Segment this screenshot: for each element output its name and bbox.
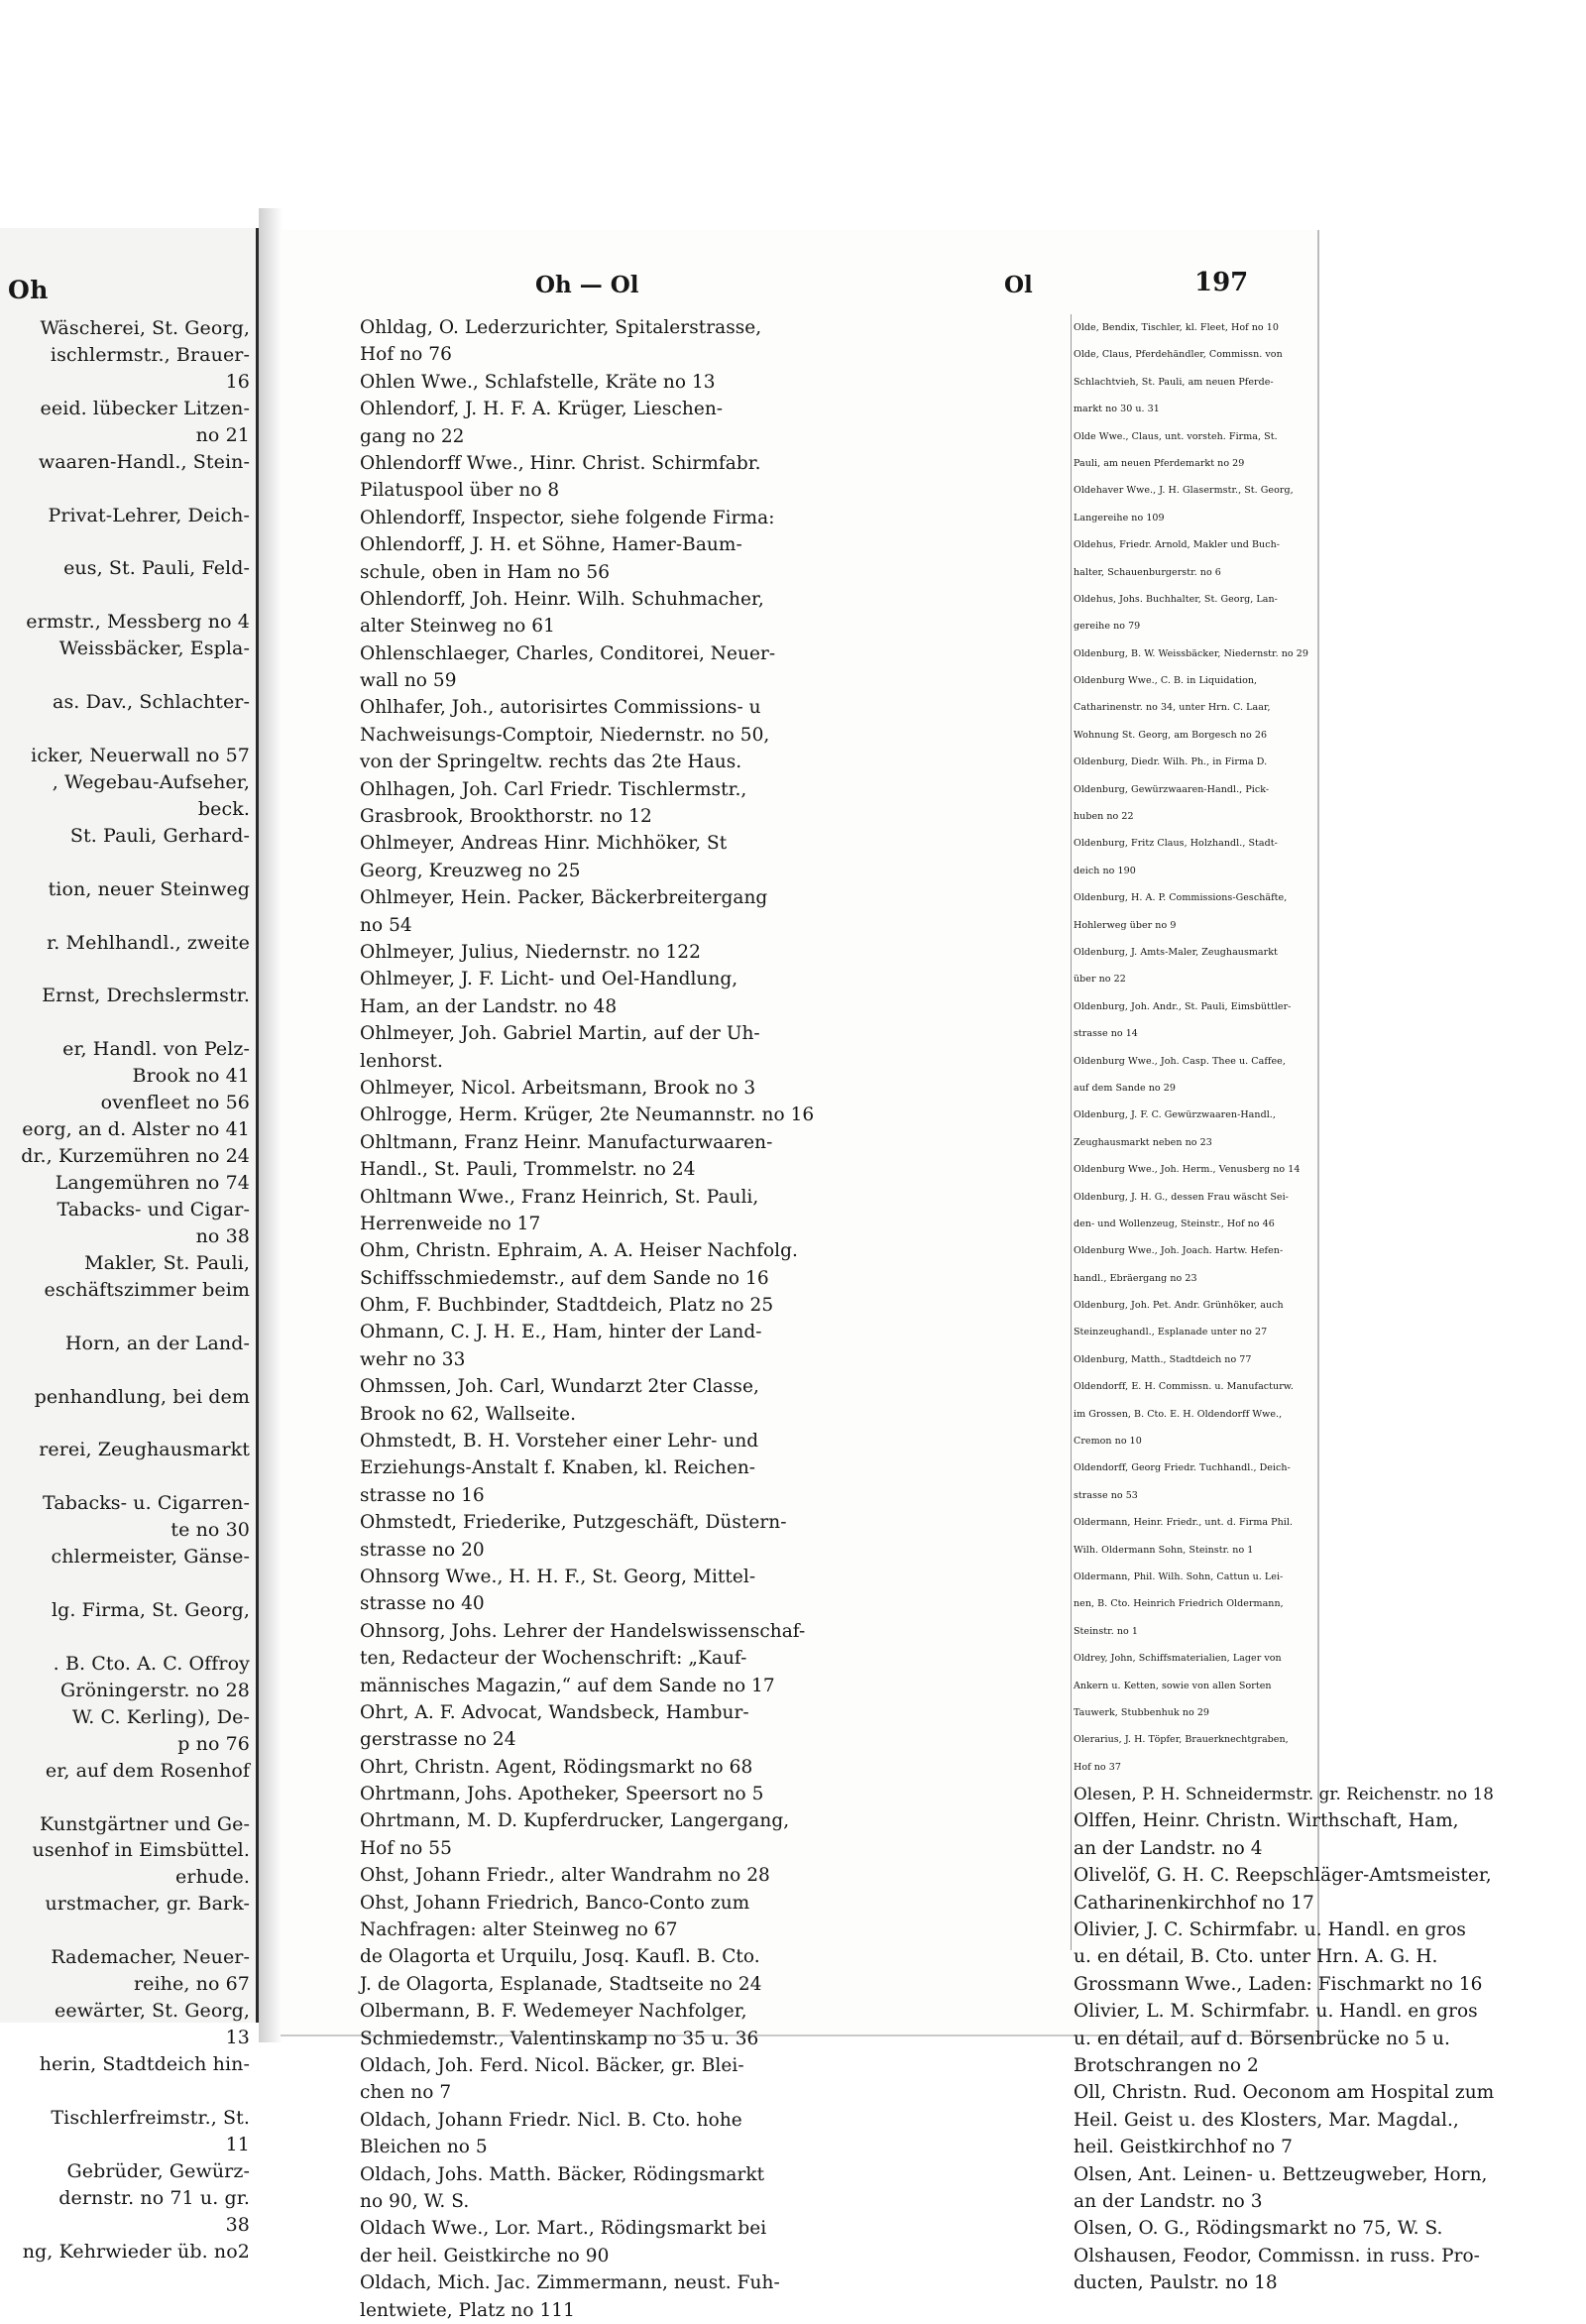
directory-line: männisches Magazin,“ auf dem Sande no 17 (360, 1675, 775, 1696)
directory-line: u. en détail, B. Cto. unter Hrn. A. G. H. (1074, 1946, 1438, 1968)
directory-line (0, 1570, 256, 1597)
directory-line: Steinstr. no 1 (1074, 1625, 1138, 1637)
directory-line (0, 1009, 256, 1036)
directory-line: Ohmssen, Joh. Carl, Wundarzt 2ter Classe, (360, 1376, 759, 1398)
header-left: Oh — Ol (535, 272, 639, 298)
directory-line: Oldenburg, J. H. G., dessen Frau wäscht Sei- (1074, 1191, 1289, 1203)
directory-line: eeid. lübecker Litzen- (40, 397, 250, 419)
directory-line (0, 716, 256, 743)
directory-line: usenhof in Eimsbüttel. (32, 1839, 250, 1862)
directory-line: Hof no 55 (360, 1837, 452, 1859)
header-right: Ol (1004, 272, 1033, 298)
directory-line (0, 476, 256, 503)
directory-line (0, 582, 256, 609)
directory-line: Heil. Geist u. des Klosters, Mar. Magdal., (1074, 2109, 1459, 2131)
directory-line: Nachfragen: alter Steinweg no 67 (360, 1919, 678, 1941)
directory-line: gang no 22 (360, 425, 465, 447)
directory-line: Langemühren no 74 (55, 1172, 250, 1194)
directory-line: gereihe no 79 (1074, 621, 1141, 633)
directory-line (0, 662, 256, 689)
directory-line: eorg, an d. Alster no 41 (22, 1118, 250, 1141)
directory-line: Ohlendorff, Joh. Heinr. Wilh. Schuhmacher, (360, 588, 764, 610)
directory-line: Oldehus, Johs. Buchhalter, St. Georg, Lan- (1074, 593, 1278, 605)
directory-line: er, auf dem Rosenhof (45, 1759, 250, 1782)
directory-line: ten, Redacteur der Wochenschrift: „Kauf- (360, 1648, 747, 1670)
previous-page-fragment (0, 228, 259, 2263)
directory-line: Oldermann, Phil. Wilh. Sohn, Cattun u. Lei- (1074, 1570, 1284, 1582)
directory-line: ermstr., Messberg no 4 (26, 611, 250, 634)
directory-line: Ohlmeyer, J. F. Licht- und Oel-Handlung, (360, 969, 738, 990)
directory-line: Oldenburg, J. Amts-Maler, Zeughausmarkt (1074, 946, 1278, 958)
directory-line: penhandlung, bei dem (34, 1385, 250, 1408)
directory-line: huben no 22 (1074, 811, 1134, 823)
directory-line: Brook no 62, Wallseite. (360, 1403, 577, 1425)
running-header (281, 268, 1317, 307)
directory-line: im Grossen, B. Cto. E. H. Oldendorff Wwe., (1074, 1408, 1283, 1420)
directory-line: Olde, Bendix, Tischler, kl. Fleet, Hof no 10 (1074, 322, 1279, 333)
directory-line: waaren-Handl., Stein- (38, 450, 250, 473)
directory-line: Oldenburg, Joh. Pet. Andr. Grünhöker, auch (1074, 1300, 1284, 1312)
directory-line: Schmiedemstr., Valentinskamp no 35 u. 36 (360, 2028, 759, 2049)
directory-line: Catharinenstr. no 34, unter Hrn. C. Laar, (1074, 702, 1271, 714)
directory-line: Ohmstedt, Friederike, Putzgeschäft, Düstern- (360, 1512, 787, 1534)
directory-line (0, 903, 256, 930)
directory-line: 16 (225, 370, 250, 393)
directory-line: reihe, no 67 (133, 1973, 250, 1996)
directory-line: Bleichen no 5 (360, 2137, 488, 2158)
directory-line: no 90, W. S. (360, 2190, 470, 2212)
directory-line (0, 2078, 256, 2105)
directory-line: Ohlendorff Wwe., Hinr. Christ. Schirmfabr. (360, 452, 761, 474)
directory-line: St. Pauli, Gerhard- (69, 824, 250, 847)
directory-line: Ohlendorff, Inspector, siehe folgende Firma: (360, 507, 775, 528)
directory-line: Ohm, F. Buchbinder, Stadtdeich, Platz no 25 (360, 1295, 774, 1317)
directory-line: Horn, an der Land- (64, 1332, 250, 1354)
directory-line: beck. (197, 797, 250, 820)
directory-line: Wäscherei, St. Georg, (40, 317, 250, 339)
directory-line: Wilh. Oldermann Sohn, Steinstr. no 1 (1074, 1544, 1254, 1556)
directory-line: gerstrasse no 24 (360, 1729, 516, 1751)
directory-line: Oldenburg, Diedr. Wilh. Ph., in Firma D. (1074, 756, 1268, 768)
directory-line: Ohlendorff, J. H. et Söhne, Hamer-Baum- (360, 534, 742, 556)
directory-line: Weissbäcker, Espla- (58, 638, 250, 660)
directory-line: 11 (225, 2133, 250, 2155)
directory-line: Olffen, Heinr. Christn. Wirthschaft, Ham, (1074, 1810, 1459, 1832)
directory-line (0, 1304, 256, 1331)
directory-line: Ohltmann Wwe., Franz Heinrich, St. Pauli, (360, 1186, 759, 1208)
directory-line: Oldenburg, J. F. C. Gewürzwaaren-Handl., (1074, 1109, 1276, 1121)
directory-line: alter Steinweg no 61 (360, 616, 555, 638)
directory-line: Olde, Claus, Pferdehändler, Commissn. von (1074, 349, 1283, 361)
directory-line: J. de Olagorta, Esplanade, Stadtseite no 24 (360, 1973, 762, 1995)
directory-line: Olivier, J. C. Schirmfabr. u. Handl. en gros (1074, 1919, 1466, 1941)
directory-line: deich no 190 (1074, 865, 1136, 876)
directory-line: Wohnung St. Georg, am Borgesch no 26 (1074, 729, 1268, 741)
directory-line: Nachweisungs-Comptoir, Niedernstr. no 50, (360, 724, 770, 746)
directory-line: Ohlenschlaeger, Charles, Conditorei, Neuer- (360, 642, 776, 664)
directory-line: icker, Neuerwall no 57 (31, 745, 250, 766)
directory-line (0, 1624, 256, 1651)
page-gutter-shadow (259, 208, 283, 2042)
directory-line: urstmacher, gr. Bark- (45, 1893, 250, 1916)
directory-line: heil. Geistkirchhof no 7 (1074, 2137, 1293, 2158)
directory-line: Ohm, Christn. Ephraim, A. A. Heiser Nachfolg. (360, 1240, 798, 1262)
directory-line: Olivier, L. M. Schirmfabr. u. Handl. en gros (1074, 2001, 1478, 2023)
directory-line: lentwiete, Platz no 111 (360, 2299, 575, 2321)
directory-line: Olbermann, B. F. Wedemeyer Nachfolger, (360, 2001, 747, 2023)
directory-line: Ankern u. Ketten, sowie von allen Sorten (1074, 1680, 1272, 1691)
directory-line: strasse no 14 (1074, 1028, 1138, 1040)
directory-line: Makler, St. Pauli, (84, 1251, 250, 1274)
directory-line: der heil. Geistkirche no 90 (360, 2245, 610, 2266)
directory-line: auf dem Sande no 29 (1074, 1082, 1176, 1094)
directory-line: tion, neuer Steinweg (48, 877, 250, 900)
directory-line: an der Landstr. no 3 (1074, 2190, 1263, 2212)
directory-line: eewärter, St. Georg, (55, 2000, 250, 2023)
directory-line: von der Springeltw. rechts das 2te Haus. (360, 752, 742, 773)
directory-line: Privat-Lehrer, Deich- (48, 504, 250, 526)
directory-line (0, 1917, 256, 1944)
directory-line: Ohlendorf, J. H. F. A. Krüger, Lieschen- (360, 399, 724, 420)
directory-line: eschäftszimmer beim (44, 1278, 250, 1301)
directory-line: Ohnsorg Wwe., H. H. F., St. Georg, Mittel- (360, 1566, 756, 1587)
directory-line: W. C. Kerling), De- (71, 1705, 250, 1728)
directory-line: rerei, Zeughausmarkt (39, 1439, 250, 1461)
directory-line: Ohlmeyer, Andreas Hinr. Michhöker, St (360, 833, 728, 855)
directory-line: Schiffsschmiedemstr., auf dem Sande no 16 (360, 1267, 769, 1289)
directory-line: Olde Wwe., Claus, unt. vorsteh. Firma, St. (1074, 430, 1278, 442)
directory-line: Ohlhafer, Joh., autorisirtes Commissions- u (360, 697, 761, 719)
directory-line: Oldenburg Wwe., Joh. Herm., Venusberg no 14 (1074, 1164, 1301, 1176)
directory-line: Langereihe no 109 (1074, 512, 1165, 523)
directory-line: . B. Cto. A. C. Offroy (53, 1652, 250, 1675)
directory-line: Grossmann Wwe., Laden: Fischmarkt no 16 (1074, 1973, 1483, 1995)
directory-line: Olsen, O. G., Rödingsmarkt no 75, W. S. (1074, 2218, 1443, 2240)
directory-line: te no 30 (170, 1519, 250, 1542)
directory-line: , Wegebau-Aufseher, (52, 770, 250, 793)
directory-line: Ohrt, Christn. Agent, Rödingsmarkt no 68 (360, 1756, 753, 1778)
directory-line: chen no 7 (360, 2082, 452, 2104)
directory-line: Tauwerk, Stubbenhuk no 29 (1074, 1706, 1210, 1718)
directory-line: Gebrüder, Gewürz- (66, 2159, 250, 2182)
directory-line: strasse no 16 (360, 1484, 485, 1506)
page-number: 197 (1194, 268, 1249, 297)
directory-line: no 54 (360, 914, 412, 936)
directory-line: markt no 30 u. 31 (1074, 404, 1160, 415)
directory-line: erhude. (175, 1866, 250, 1889)
directory-line: an der Landstr. no 4 (1074, 1837, 1263, 1859)
directory-line (0, 1785, 256, 1811)
directory-line: strasse no 40 (360, 1593, 485, 1615)
directory-line: Oldenburg, Fritz Claus, Holzhandl., Stadt- (1074, 838, 1278, 850)
directory-line: Brotschrangen no 2 (1074, 2055, 1259, 2076)
directory-line: Ohltmann, Franz Heinr. Manufacturwaaren- (360, 1131, 773, 1153)
directory-line: Ohst, Johann Friedrich, Banco-Conto zum (360, 1892, 750, 1914)
left-column (360, 314, 815, 2321)
directory-line: Oldach, Johs. Matth. Bäcker, Rödingsmarkt (360, 2163, 765, 2185)
directory-line (0, 850, 256, 876)
directory-line: Ohmann, C. J. H. E., Ham, hinter der Land- (360, 1322, 762, 1343)
directory-line: Ernst, Drechslermstr. (42, 985, 250, 1007)
directory-line: Ohmstedt, B. H. Vorsteher einer Lehr- und (360, 1431, 759, 1452)
directory-line: lenhorst. (360, 1050, 443, 1072)
directory-line: Oll, Christn. Rud. Oeconom am Hospital zum (1074, 2082, 1495, 2104)
directory-line: Brook no 41 (132, 1065, 250, 1088)
directory-line: Oldach Wwe., Lor. Mart., Rödingsmarkt bei (360, 2218, 767, 2240)
directory-line: Ohrtmann, Johs. Apotheker, Speersort no 5 (360, 1784, 764, 1805)
directory-line: de Olagorta et Urquilu, Josq. Kaufl. B. Cto. (360, 1946, 760, 1968)
previous-page-header: Oh (8, 276, 49, 304)
directory-line: Zeughausmarkt neben no 23 (1074, 1136, 1212, 1148)
directory-line: Olsen, Ant. Leinen- u. Bettzeugweber, Horn, (1074, 2163, 1488, 2185)
directory-line: Georg, Kreuzweg no 25 (360, 860, 581, 881)
directory-line: Olerarius, J. H. Töpfer, Brauerknechtgraben, (1074, 1734, 1289, 1746)
directory-line: Ohlmeyer, Hein. Packer, Bäckerbreitergang (360, 887, 768, 909)
directory-line: Olshausen, Feodor, Commissn. in russ. Pro- (1074, 2245, 1480, 2266)
directory-line: ovenfleet no 56 (100, 1092, 250, 1114)
directory-line: herin, Stadtdeich hin- (39, 2052, 250, 2075)
directory-line: Oldach, Joh. Ferd. Nicol. Bäcker, gr. Blei- (360, 2055, 744, 2076)
directory-line: ng, Kehrwieder üb. no2 (22, 2240, 250, 2263)
directory-line: Pauli, am neuen Pferdemarkt no 29 (1074, 457, 1245, 469)
directory-line: 38 (225, 2213, 250, 2236)
directory-line: Oldendorff, E. H. Commissn. u. Manufacturw. (1074, 1381, 1294, 1393)
directory-line: er, Handl. von Pelz- (62, 1038, 250, 1061)
directory-line: no 21 (195, 423, 250, 446)
directory-line: den- und Wollenzeug, Steinstr., Hof no 46 (1074, 1218, 1275, 1229)
directory-line: Schlachtvieh, St. Pauli, am neuen Pferde- (1074, 376, 1274, 388)
directory-line: Tabacks- und Cigar- (57, 1198, 250, 1220)
directory-line: Catharinenkirchhof no 17 (1074, 1892, 1314, 1914)
directory-line: halter, Schauenburgerstr. no 6 (1074, 566, 1221, 578)
directory-line: eus, St. Pauli, Feld- (63, 557, 250, 580)
directory-line: ducten, Paulstr. no 18 (1074, 2272, 1278, 2294)
directory-line: Ohlen Wwe., Schlafstelle, Kräte no 13 (360, 371, 716, 393)
directory-line: Hohlerweg über no 9 (1074, 919, 1177, 931)
directory-line: strasse no 20 (360, 1539, 485, 1561)
directory-line: wehr no 33 (360, 1348, 466, 1370)
directory-line: Oldermann, Heinr. Friedr., unt. d. Firma Phil. (1074, 1517, 1294, 1529)
directory-line: Tabacks- u. Cigarren- (43, 1492, 250, 1515)
column-divider (1071, 314, 1072, 1950)
directory-line: Pilatuspool über no 8 (360, 480, 560, 502)
directory-line: Oldehaver Wwe., J. H. Glasermstr., St. Georg, (1074, 485, 1294, 497)
directory-line: lg. Firma, St. Georg, (51, 1599, 250, 1621)
directory-line: dernstr. no 71 u. gr. (58, 2186, 250, 2209)
directory-line: ischlermstr., Brauer- (50, 343, 250, 366)
right-column (1074, 314, 1495, 2294)
directory-line: Gröningerstr. no 28 (60, 1679, 250, 1701)
directory-line: Oldendorff, Georg Friedr. Tuchhandl., Deich- (1074, 1462, 1291, 1474)
directory-line (0, 529, 256, 556)
directory-line: Oldenburg Wwe., C. B. in Liquidation, (1074, 675, 1258, 687)
previous-page-text (0, 315, 256, 2265)
directory-line: Steinzeughandl., Esplanade unter no 27 (1074, 1327, 1268, 1338)
directory-line: Hof no 76 (360, 344, 452, 366)
directory-line: Ohlmeyer, Julius, Niedernstr. no 122 (360, 941, 701, 963)
directory-line: Ohrtmann, M. D. Kupferdrucker, Langergang, (360, 1810, 790, 1832)
directory-line: Grasbrook, Brookthorstr. no 12 (360, 806, 652, 828)
directory-line: Cremon no 10 (1074, 1436, 1142, 1448)
directory-line: wall no 59 (360, 670, 457, 692)
directory-line: handl., Ebräergang no 23 (1074, 1272, 1197, 1284)
directory-line: Ohnsorg, Johs. Lehrer der Handelswissenschaf- (360, 1620, 806, 1642)
directory-line: nen, B. Cto. Heinrich Friedrich Oldermann, (1074, 1598, 1284, 1610)
directory-line: Ohrt, A. F. Advocat, Wandsbeck, Hambur- (360, 1701, 749, 1723)
directory-line: Oldehus, Friedr. Arnold, Makler und Buch- (1074, 539, 1280, 551)
directory-line: Ohlrogge, Herm. Krüger, 2te Neumannstr. no 16 (360, 1104, 815, 1126)
directory-line: chlermeister, Gänse- (51, 1546, 250, 1569)
directory-line: Ohlmeyer, Nicol. Arbeitsmann, Brook no 3 (360, 1077, 756, 1099)
directory-line: schule, oben in Ham no 56 (360, 561, 611, 583)
directory-line: Ham, an der Landstr. no 48 (360, 995, 618, 1017)
directory-line: Oldach, Mich. Jac. Zimmermann, neust. Fuh- (360, 2272, 780, 2294)
directory-line: Kunstgärtner und Ge- (40, 1812, 250, 1835)
directory-line: Rademacher, Neuer- (51, 1946, 250, 1969)
directory-line: Oldenburg, Gewürzwaaren-Handl., Pick- (1074, 783, 1270, 795)
directory-line: Herrenweide no 17 (360, 1213, 541, 1234)
directory-line: Ohlhagen, Joh. Carl Friedr. Tischlermstr., (360, 778, 747, 800)
directory-line: strasse no 53 (1074, 1489, 1138, 1501)
directory-line: Ohlmeyer, Joh. Gabriel Martin, auf der Uh- (360, 1023, 760, 1045)
directory-line: Ohldag, O. Lederzurichter, Spitalerstrasse, (360, 317, 762, 338)
directory-line: Hof no 37 (1074, 1761, 1121, 1773)
directory-line: Oldenburg, Joh. Andr., St. Pauli, Eimsbüttler- (1074, 1000, 1292, 1012)
directory-line: Oldenburg, Matth., Stadtdeich no 77 (1074, 1353, 1252, 1365)
directory-line: no 38 (195, 1224, 250, 1247)
directory-line: u. en détail, auf d. Börsenbrücke no 5 u. (1074, 2028, 1450, 2049)
directory-line: über no 22 (1074, 974, 1126, 986)
directory-line: Handl., St. Pauli, Trommelstr. no 24 (360, 1159, 696, 1181)
directory-line (0, 1357, 256, 1384)
directory-line: Oldenburg, B. W. Weissbäcker, Niedernstr. no 29 (1074, 647, 1308, 659)
directory-line: Oldenburg Wwe., Joh. Casp. Thee u. Caffee, (1074, 1055, 1286, 1067)
directory-line (0, 1463, 256, 1490)
directory-line: Olivelöf, G. H. C. Reepschläger-Amtsmeister, (1074, 1865, 1492, 1887)
directory-line (0, 957, 256, 984)
directory-page (281, 230, 1495, 2321)
directory-line: Oldenburg Wwe., Joh. Joach. Hartw. Hefen- (1074, 1245, 1284, 1257)
directory-line (0, 1410, 256, 1437)
directory-line: as. Dav., Schlachter- (53, 691, 250, 714)
directory-line: Oldach, Johann Friedr. Nicl. B. Cto. hohe (360, 2109, 742, 2131)
directory-line: p no 76 (177, 1732, 250, 1755)
directory-line: Tischlerfreimstr., St. (51, 2106, 250, 2129)
directory-line: Oldenburg, H. A. P. Commissions-Geschäfte, (1074, 892, 1288, 904)
directory-line: Ohst, Johann Friedr., alter Wandrahm no 28 (360, 1865, 770, 1887)
directory-line: Oldrey, John, Schiffsmaterialien, Lager von (1074, 1653, 1282, 1665)
directory-line: Olesen, P. H. Schneidermstr. gr. Reichenstr. no 18 (1074, 1784, 1494, 1804)
directory-line: 13 (225, 2027, 250, 2048)
directory-line: Erziehungs-Anstalt f. Knaben, kl. Reichen- (360, 1457, 756, 1479)
directory-line: dr., Kurzemühren no 24 (21, 1145, 250, 1168)
directory-line: r. Mehlhandl., zweite (47, 931, 250, 954)
